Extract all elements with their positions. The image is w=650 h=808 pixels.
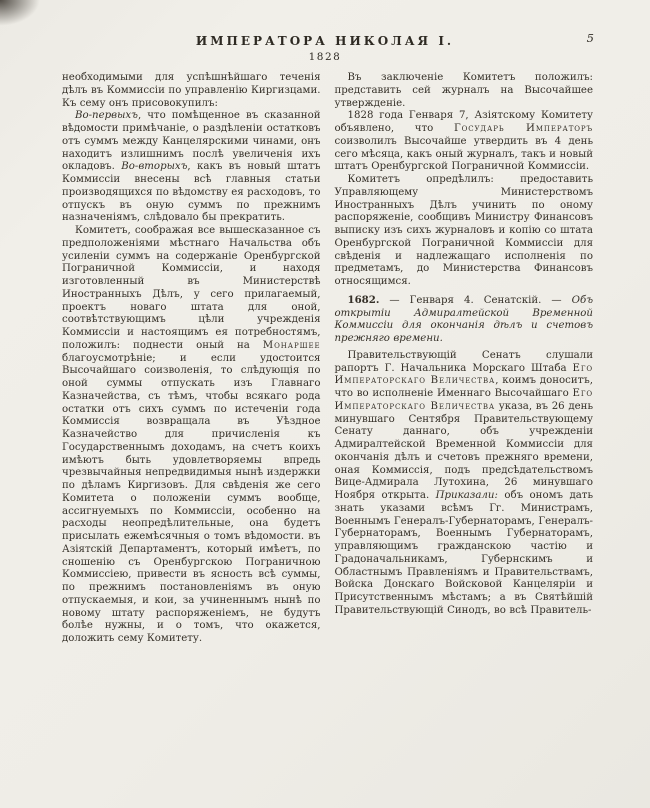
header-title: ИМПЕРАТОРА НИКОЛАЯ I.: [195, 34, 455, 48]
paragraph: Комитетъ, соображая все вышесказанное съ предположеніями мѣстнаго Начальства объ усиленіи суммъ на содержаніе Оренбургской Пограничной Коммиссіи, и находя изготовленный въ Министерствѣ Иностранныхъ Дѣлъ, у сего прилагаемый, проектъ новаго штата для оной, соотвѣтствующимъ цѣли учрежденія Коммиссіи и настоящимъ ея потребностямъ, положилъ: поднести оный на Монаршее благоусмотрѣніе; и если удостоится Высочайшаго соизволенія, то слѣдующія по оной суммы отпускать изъ Главнаго Казначейства, съ тѣмъ, чтобы всякаго рода остатки отъ сихъ суммъ по истеченіи года Коммиссія возвращала въ Уѣздное Казначейство для причисленія къ Государственнымъ доходамъ, на счетъ коихъ имѣютъ быть удовлетворяемы впредь чрезвычайныя непредвидимыя нынѣ издержки по дѣламъ Киргизовъ. Для свѣденія же сего Комитета о положеніи суммъ вообще, ассигнуемыхъ по Коммиссіи, особенно на расходы неопредѣлительные, она будетъ присылать ежемѣсячныя о томъ вѣдомости. въ Азіятскій Департаментъ, который имѣетъ, по сношенію съ Оренбургскою Пограничною Коммиссіею, привести въ ясность всѣ суммы, по прежнимъ постановленіямъ въ оную отпускаемыя, и кои, за учиненнымъ нынѣ по новому штату распоряженіемъ, не будутъ болѣе нужны, и о томъ, что окажется, доложить сему Комитету.: [62, 225, 321, 644]
paragraph: 1828 года Генваря 7, Азіятскому Комитету объявлено, что Государь Императоръ соизволилъ Высочайше утвердить въ 4 день сего мѣсяца, какъ оный журналъ, такъ и новый штатъ Оренбургской Пограничной Коммиссіи.: [334, 110, 593, 173]
column-right: [335, 72, 594, 793]
paragraph: необходимыми для успѣшнѣйшаго теченія дѣлъ въ Коммиссіи по управленію Киргизцами. Къ сему онъ присовокупилъ:: [62, 72, 321, 109]
section-heading: 1682. — Генваря 4. Сенатскій. — Объ открытіи Адмиралтейской Временной Коммиссіи для окончанія дѣлъ и счетовъ прежняго времени.: [334, 293, 593, 344]
running-header: [0, 0, 650, 49]
paragraph: Комитетъ опредѣлилъ: предоставить Управляющему Министерствомъ Иностранныхъ Дѣлъ учинить по оному распоряженіе, сообщивъ Министру Финансовъ выписку изъ сихъ журналовъ и копію со штата Оренбургской Пограничной Коммиссіи для свѣденія и надлежащаго исполненія по предметамъ, до Министерства Финансовъ относящимся.: [334, 174, 593, 287]
paragraph: Во-первыхъ, что помѣщенное въ сказанной вѣдомости примѣчаніе, о раздѣленіи остатковъ отъ суммъ между Канцелярскими чинами, онъ находитъ излишнимъ послѣ увеличенія ихъ окладовъ. Во-вторыхъ, какъ въ новый штатъ Коммиссіи внесены всѣ главныя статьи производящихся по вѣдомству ея расходовъ, то отпускъ въ оную суммъ по прежнимъ назначеніямъ, слѣдовало бы прекратить.: [62, 110, 321, 224]
paragraph: Правительствующій Сенатъ слушали рапортъ Г. Начальника Морскаго Штаба Его Императорскаго Величества, коимъ доноситъ, что во исполненіе Именнаго Высочайшаго Его Императорскаго Величества указа, въ 26 день минувшаго Сентября Правительствующему Сенату даннаго, объ учрежденіи Адмиралтейской Временной Коммиссіи для окончанія дѣлъ и счетовъ прежняго времени, оная Коммиссія, подъ предсѣдательствомъ Вице-Адмирала Лутохина, 26 минувшаго Ноября открыта. Приказали: объ ономъ дать знать указами всѣмъ Гг. Министрамъ, Военнымъ Генералъ-Губернаторамъ, Генералъ-Губернаторамъ, Военнымъ Губернаторамъ, управляющимъ гражданскою частію и Градоначальникамъ, Губернскимъ и Областнымъ Правленіямъ и Правительствамъ, Войска Донскаго Войсковой Канцеляріи и Присутственнымъ мѣстамъ; а въ Святѣйшій Правительствующій Синодъ, во всѣ Правитель-: [334, 349, 593, 616]
text-columns: [0, 63, 650, 793]
page-number: 5: [586, 31, 594, 45]
paragraph: Въ заключеніе Комитетъ положилъ: представить сей журналъ на Высочайшее утвержденіе.: [334, 72, 593, 109]
column-left: [62, 72, 321, 793]
header-year: 1828: [308, 51, 342, 63]
